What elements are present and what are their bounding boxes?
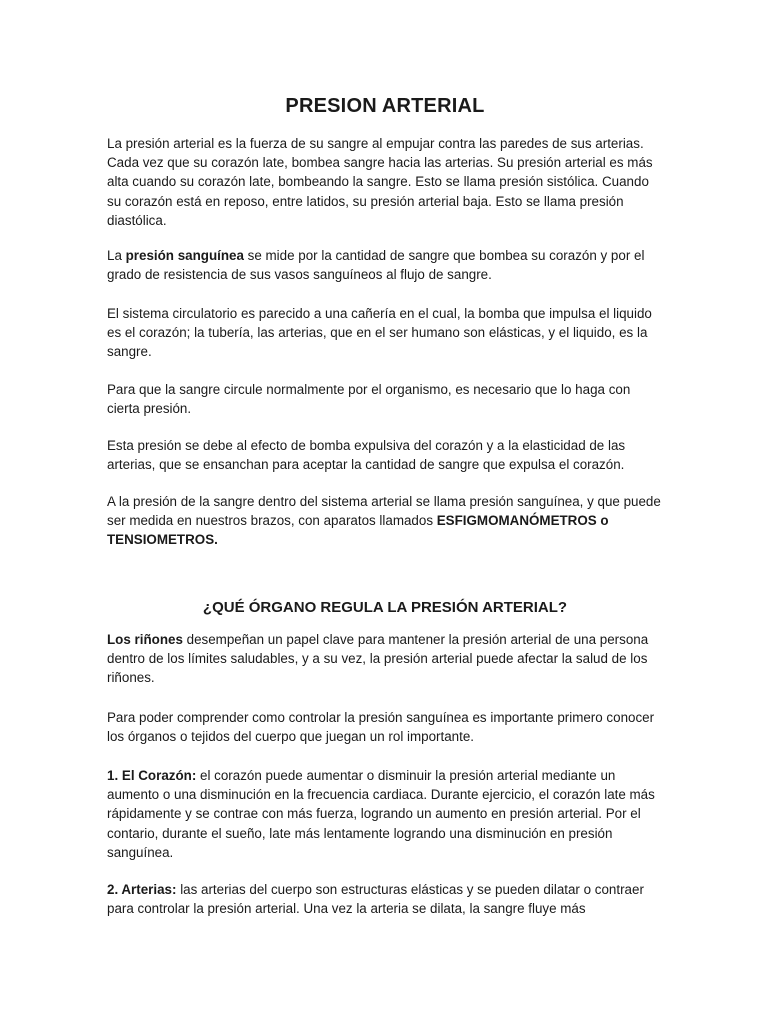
paragraph-presion-sanguinea [107,246,663,284]
paragraph-medicion [107,492,663,550]
paragraph-text: el corazón puede aumentar o disminuir la presión arterial mediante un aumento o una disminución en la frecuencia cardiaca. Durante ejercicio, el corazón late más rápidamente y se contrae con más fuerza, logrando un aumento en presión arterial. Por el contario, durante el sueño, late más lentamente logrando una disminución en presión sanguínea. [107,768,655,860]
paragraph-text: las arterias del cuerpo son estructuras elásticas y se pueden dilatar o contraer para controlar la presión arterial. Una vez la arteria se dilata, la sangre fluye más [107,882,644,917]
paragraph-sistema-circulatorio: El sistema circulatorio es parecido a una cañería en el cual, la bomba que impulsa el liquido es el corazón; la tubería, las arterias, que en el ser humano son elásticas, y el liquido, es la sangre. [107,306,652,360]
bold-term: presión sanguínea [125,248,244,263]
paragraph-text: A la presión de la sangre dentro del sistema arterial se llama presión sanguínea, y que puede ser medida en nuestros brazos, con aparatos llamados [107,494,661,529]
paragraph-organos-intro: Para poder comprender como controlar la presión sanguínea es importante primero conocer los órganos o tejidos del cuerpo que juegan un rol importante. [107,710,655,745]
paragraph-text: se mide por la cantidad de sangre que bombea su corazón y por el grado de resistencia de sus vasos sanguíneos al flujo de sangre. [107,248,645,283]
bold-term: 2. Arterias: [107,882,177,897]
page-title: PRESION ARTERIAL [285,95,485,117]
paragraph-rinones [107,630,663,688]
bold-term: 1. El Corazón: [107,768,197,783]
paragraph-text: desempeñan un papel clave para mantener la presión arterial de una persona dentro de los límites saludables, y a su vez, la presión arterial puede afectar la salud de los riñones. [107,632,649,686]
bold-term: Los riñones [107,632,183,647]
paragraph-efecto-bomba: Esta presión se debe al efecto de bomba expulsiva del corazón y a la elasticidad de las arterias, que se ensanchan para aceptar la cantidad de sangre que expulsa el corazón. [107,438,626,473]
bold-term: ESFIGMOMANÓMETROS o TENSIOMETROS. [107,513,609,548]
paragraph-text: La [107,248,126,263]
paragraph-circulacion: Para que la sangre circule normalmente por el organismo, es necesario que lo haga con cierta presión. [107,382,631,417]
list-item-corazon [107,766,663,862]
list-item-arterias [107,880,663,918]
section-heading: ¿QUÉ ÓRGANO REGULA LA PRESIÓN ARTERIAL? [202,599,568,616]
paragraph-definition: La presión arterial es la fuerza de su sangre al empujar contra las paredes de sus arterias. Cada vez que su corazón late, bombea sangre hacia las arterias. Su presión arterial es más alta cuando su corazón late, bombeando la sangre. Esto se llama presión sistólica. Cuando su corazón está en reposo, entre latidos, su presión arterial baja. Esto se llama presión diastólica. [107,136,653,228]
